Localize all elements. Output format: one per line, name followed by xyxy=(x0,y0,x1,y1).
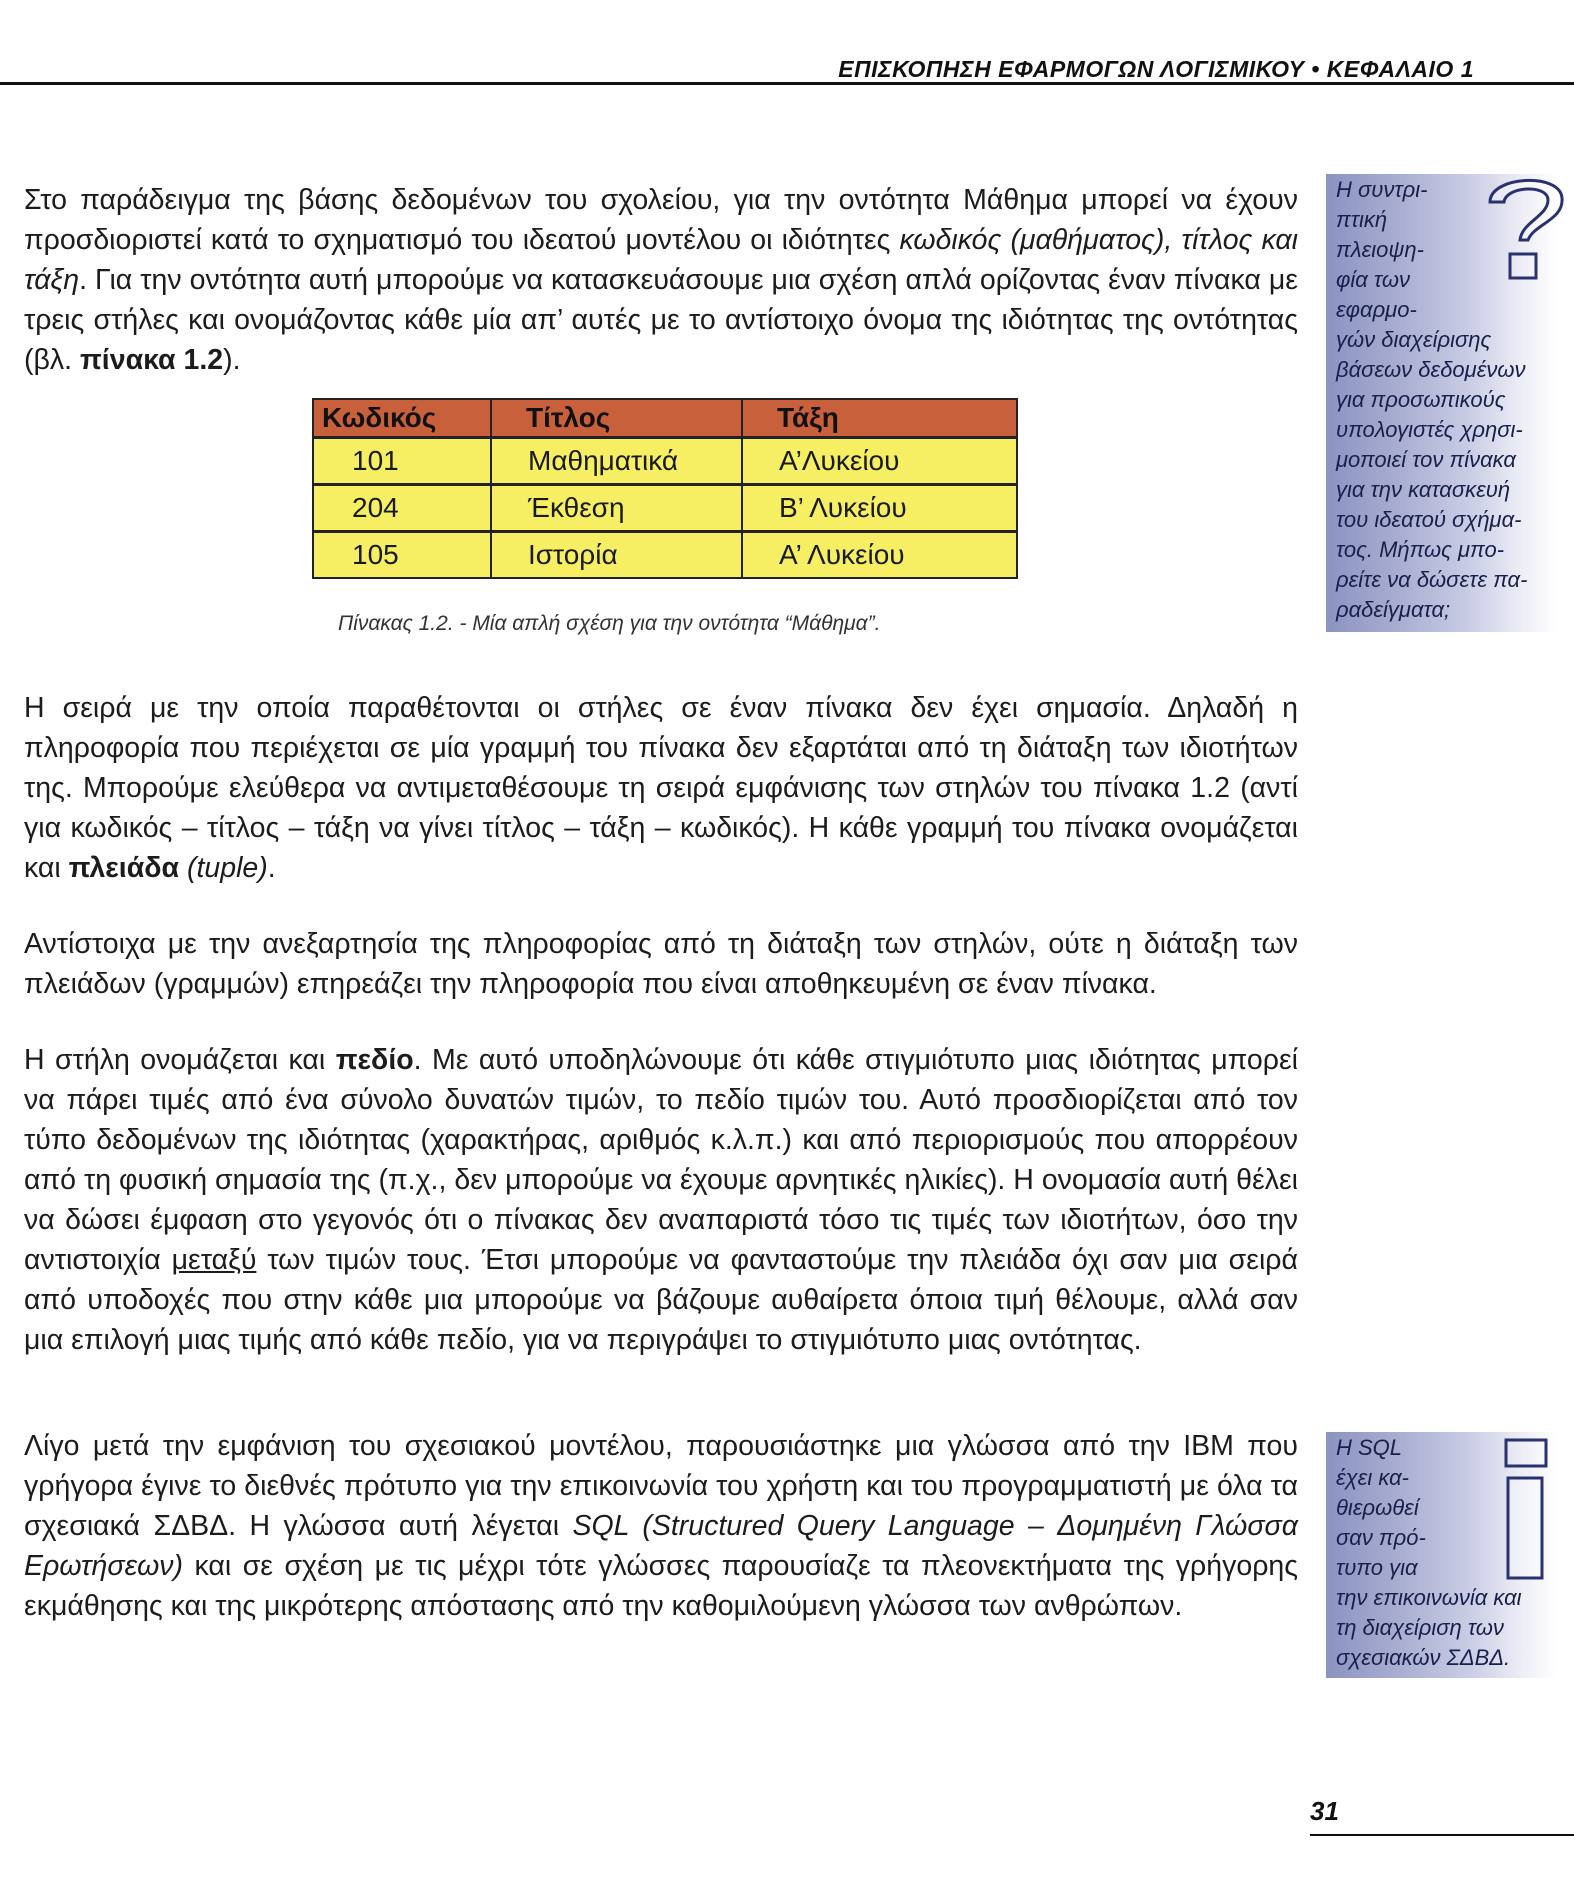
paragraph-5 xyxy=(24,1426,1298,1626)
relation-table xyxy=(312,398,1018,579)
p2-text-d: . xyxy=(267,852,276,884)
table-cell: Α’Λυκείου xyxy=(742,438,1017,485)
table-cell: 204 xyxy=(313,485,491,532)
table-header-row xyxy=(313,399,1017,438)
table-row xyxy=(313,485,1017,532)
paragraph-3: Αντίστοιχα με την ανεξαρτησία της πληροφορίας από τη διάταξη των στηλών, ούτε η διάταξη των πλειάδων (γραμμών) επηρεάζει την πληροφορία που είναι αποθηκευμένη σε έναν πίνακα. xyxy=(24,928,1298,1000)
p4-underlined-word: μεταξύ xyxy=(171,1244,257,1276)
sidenote-line: για προσωπικούς xyxy=(1336,387,1506,412)
column-header-title: Τίτλος xyxy=(491,399,742,438)
table-cell: Β’ Λυκείου xyxy=(742,485,1017,532)
p4-text-c: . Με αυτό υποδηλώνουμε ότι κάθε στιγμιότυπο μιας ιδιότητας μπορεί να πάρει τιμές από ένα σύνολο δυνατών τιμών, το πεδίο τιμών του. Αυτό προσδιορίζεται από τον τύπο δεδομένων της ιδιότητας (χαρακτήρας, αριθμός κ.λ.π.) και από περιορισμούς που απορρέουν από τη φυσική σημασία της (π.χ., δεν μπορούμε να έχουμε αρνητικές ηλικίες). Η ονομασία αυτή θέλει να δώσει έμφαση στο γεγονός ότι ο πίνακας δεν αναπαριστά τόσο τις τιμές των ιδιοτήτων, όσο την αντιστοιχία xyxy=(24,1044,1298,1276)
sidenote-line: φία των xyxy=(1336,267,1410,292)
paragraph-4 xyxy=(24,1040,1298,1360)
sidenote-line: για την κατασκευή xyxy=(1336,477,1511,502)
page-number: 31 xyxy=(1310,1796,1339,1826)
p1-text-a: Στο παράδειγμα της βάσης δεδομένων του σχολείου, για την οντότητα Μάθημα μπορεί να έχουν προσδιοριστεί κατά το σχηματισμό του ιδεατού μοντέλου οι ιδιότητες xyxy=(24,184,1298,256)
p5-italic-sql: SQL (Structured Query Language – Δομημένη Γλώσσα Ερωτήσεων) xyxy=(24,1510,1299,1582)
sidenote-line: πτική xyxy=(1336,207,1388,232)
sidenote-line: ραδείγματα; xyxy=(1336,597,1451,622)
table-cell: 101 xyxy=(313,438,491,485)
table-cell: 105 xyxy=(313,532,491,579)
sidenote-line: τυπο για xyxy=(1336,1555,1418,1580)
paragraph-1 xyxy=(24,180,1298,380)
p2-term-tuple-gr: πλειάδα xyxy=(68,852,180,884)
sidenote-line: Η συντρι- xyxy=(1336,177,1428,202)
sidenote-line: βάσεων δεδομένων xyxy=(1336,357,1526,382)
sidenote-line: μοποιεί τον πίνακα xyxy=(1336,447,1516,472)
info-icon xyxy=(1498,1436,1552,1586)
p1-italic-attributes: κωδικός (μαθήματος), τίτλος και τάξη xyxy=(24,224,1298,296)
p4-text-a: Η στήλη ονομάζεται και xyxy=(24,1044,336,1076)
p2-term-tuple-en: (tuple) xyxy=(186,852,268,884)
p1-text-e: ). xyxy=(223,344,241,376)
sidenote-line: εφαρμο- xyxy=(1336,297,1417,322)
footer-rule xyxy=(1310,1834,1574,1836)
question-mark-icon xyxy=(1482,168,1568,286)
paragraph-2 xyxy=(24,688,1298,888)
sidenote-line: Η SQL xyxy=(1336,1435,1403,1460)
p2-text-a: Η σειρά με την οποία παραθέτονται οι στήλες σε έναν πίνακα δεν έχει σημασία. Δηλαδή η πληροφορία που περιέχεται σε μία γραμμή του πίνακα δεν εξαρτάται από τη διάταξη των ιδιοτήτων της. Μπορούμε ελεύθερα να αντιμεταθέσουμε τη σειρά εμφάνισης των στηλών του πίνακα 1.2 (αντί για κωδικός – τίτλος – τάξη να γίνει τίτλος – τάξη – κωδικός). Η κάθε γραμμή του πίνακα ονομάζεται και xyxy=(24,692,1298,884)
table-caption: Πίνακας 1.2. - Μία απλή σχέση για την οντότητα “Μάθημα”. xyxy=(338,612,881,635)
sidenote-line: πλειοψη- xyxy=(1336,237,1424,262)
column-header-class: Τάξη xyxy=(742,399,1017,438)
p5-text-c: και σε σχέση με τις μέχρι τότε γλώσσες παρουσίαζε τα πλεονεκτήματα της γρήγορης εκμάθησης και της μικρότερης απόστασης από την καθομιλούμενη γλώσσα των ανθρώπων. xyxy=(24,1550,1298,1622)
table-cell: Έκθεση xyxy=(491,485,742,532)
sidenote-line: σχεσιακών ΣΔΒΔ. xyxy=(1336,1645,1511,1670)
table-cell: Ιστορία xyxy=(491,532,742,579)
p1-text-c: . Για την οντότητα αυτή μπορούμε να κατασκευάσουμε μια σχέση απλά ορίζοντας έναν πίνακα με τρεις στήλες και ονομάζοντας κάθε μία απ’ αυτές με το αντίστοιχο όνομα της ιδιότητας της οντότητας (βλ. xyxy=(24,264,1298,376)
sidenote-line: τη διαχείριση των xyxy=(1336,1615,1504,1640)
sidenote-line: σαν πρό- xyxy=(1336,1525,1426,1550)
header-rule xyxy=(0,82,1574,85)
sidenote-line: έχει κα- xyxy=(1336,1465,1409,1490)
running-header: ΕΠΙΣΚΟΠΗΣΗ ΕΦΑΡΜΟΓΩΝ ΛΟΓΙΣΜΙΚΟΥ • ΚΕΦΑΛΑΙΟ 1 xyxy=(838,56,1474,82)
sidenote-line: ρείτε να δώσετε πα- xyxy=(1336,567,1528,592)
table-row xyxy=(313,532,1017,579)
table-cell: Μαθηματικά xyxy=(491,438,742,485)
sidenote-line: τος. Μήπως μπο- xyxy=(1336,537,1505,562)
p4-text-e: των τιμών τους. Έτσι μπορούμε να φανταστούμε την πλειάδα όχι σαν μια σειρά από υποδοχές που στην κάθε μια μπορούμε να βάζουμε αυθαίρετα όποια τιμή θέλουμε, αλλά σαν μια επιλογή μιας τιμής από κάθε πεδίο, για να περιγράψει το στιγμιότυπο μιας οντότητας. xyxy=(24,1244,1298,1356)
table-cell: Α’ Λυκείου xyxy=(742,532,1017,579)
column-header-code: Κωδικός xyxy=(313,399,491,438)
p5-text-a: Λίγο μετά την εμφάνιση του σχεσιακού μοντέλου, παρουσιάστηκε μια γλώσσα από την IBM που γρήγορα έγινε το διεθνές πρότυπο για την επικοινωνία του χρήστη και του προγραμματιστή με όλα τα σχεσιακά ΣΔΒΔ. Η γλώσσα αυτή λέγεται xyxy=(24,1430,1298,1542)
sidenote-line: υπολογιστές χρησι- xyxy=(1336,417,1523,442)
p1-table-ref: πίνακα 1.2 xyxy=(79,344,224,376)
sidenote-line: του ιδεατού σχήμα- xyxy=(1336,507,1522,532)
sidenote-line: την επικοινωνία και xyxy=(1336,1585,1522,1610)
sidenote-line: θιερωθεί xyxy=(1336,1495,1419,1520)
p4-term-domain: πεδίο xyxy=(335,1044,414,1076)
sidenote-line: γών διαχείρισης xyxy=(1336,327,1492,352)
table-row xyxy=(313,438,1017,485)
